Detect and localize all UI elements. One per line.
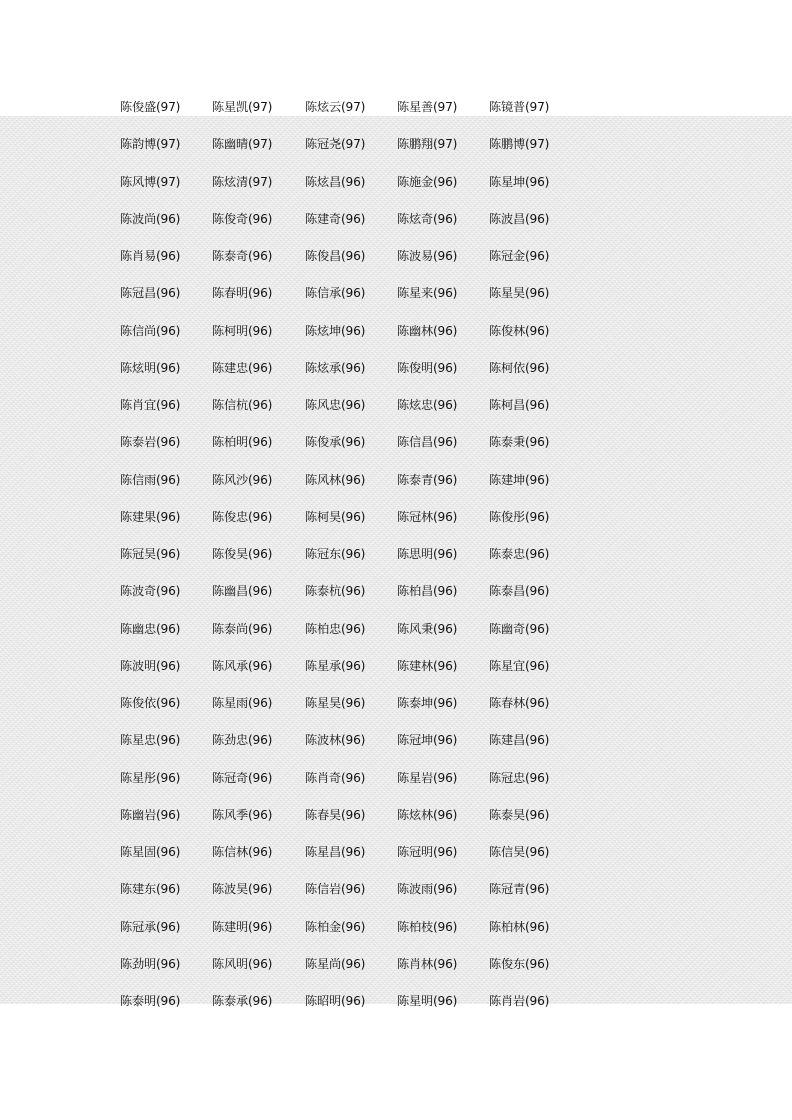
name-entry: 陈柏明(96)	[212, 435, 273, 450]
name-entry: 陈思明(96)	[397, 547, 458, 561]
name-entry: 陈星坤(96)	[489, 174, 550, 189]
name-entry: 陈肖宜(96)	[120, 398, 181, 412]
name-entry: 陈建忠(96)	[212, 360, 273, 375]
name-entry: 陈波雨(96)	[397, 882, 458, 897]
name-entry: 陈炫云(97)	[305, 100, 366, 114]
name-entry: 陈星彤(96)	[120, 770, 181, 785]
name-entry: 陈俊承(96)	[305, 435, 366, 450]
name-entry: 陈肖易(96)	[120, 249, 181, 263]
name-entry: 陈星昊(96)	[489, 286, 550, 301]
name-entry: 陈泰昌(96)	[489, 584, 550, 599]
name-entry: 陈俊奇(96)	[212, 211, 273, 226]
name-entry: 陈冠昊(96)	[120, 547, 181, 561]
name-entry: 陈建奇(96)	[305, 211, 366, 226]
name-entry: 陈春昊(96)	[305, 807, 366, 822]
name-entry: 陈炫坤(96)	[305, 323, 366, 338]
name-entry: 陈建东(96)	[120, 882, 181, 897]
name-entry: 陈俊依(96)	[120, 696, 181, 710]
name-entry: 陈星宜(96)	[489, 658, 550, 673]
name-entry: 陈信尚(96)	[120, 323, 181, 338]
name-entry: 陈俊昊(96)	[212, 547, 273, 561]
name-entry: 陈冠昌(96)	[120, 286, 181, 301]
name-entry: 陈泰奇(96)	[212, 249, 273, 263]
name-entry: 陈波昌(96)	[489, 211, 550, 226]
name-entry: 陈俊东(96)	[489, 956, 550, 971]
name-entry: 陈炫林(96)	[397, 807, 458, 822]
name-entry: 陈风博(97)	[120, 174, 181, 189]
name-entry: 陈信雨(96)	[120, 472, 181, 487]
name-entry: 陈幽昌(96)	[212, 584, 273, 599]
name-entry: 陈韵博(97)	[120, 137, 181, 152]
name-entry: 陈俊昌(96)	[305, 249, 366, 263]
name-entry: 陈镜普(97)	[489, 100, 550, 114]
name-entry: 陈冠金(96)	[489, 249, 550, 263]
name-entry: 陈波明(96)	[120, 658, 181, 673]
name-entry: 陈星忠(96)	[120, 733, 181, 748]
name-entry: 陈春林(96)	[489, 696, 550, 710]
name-entry: 陈炫忠(96)	[397, 398, 458, 412]
name-entry: 陈泰忠(96)	[489, 547, 550, 561]
name-entry: 陈柏金(96)	[305, 919, 366, 934]
name-entry: 陈鹏翔(97)	[397, 137, 458, 152]
name-entry: 陈信杭(96)	[212, 398, 273, 412]
name-entry: 陈泰杭(96)	[305, 584, 366, 599]
name-entry: 陈冠尧(97)	[305, 137, 366, 152]
name-entry: 陈柯昌(96)	[489, 398, 550, 412]
name-entry: 陈春明(96)	[212, 286, 273, 301]
name-entry: 陈俊明(96)	[397, 360, 458, 375]
name-entry: 陈炫明(96)	[120, 360, 181, 375]
name-entry: 陈俊彤(96)	[489, 509, 550, 524]
name-entry: 陈柏枝(96)	[397, 919, 458, 934]
name-entry: 陈建果(96)	[120, 509, 181, 524]
name-entry: 陈幽奇(96)	[489, 621, 550, 636]
name-entry: 陈泰承(96)	[212, 994, 273, 1008]
name-entry: 陈星承(96)	[305, 658, 366, 673]
name-entry: 陈星明(96)	[397, 994, 458, 1008]
name-entry: 陈信昊(96)	[489, 845, 550, 859]
name-entry: 陈星昊(96)	[305, 696, 366, 710]
name-entry: 陈泰昊(96)	[489, 807, 550, 822]
name-entry: 陈星来(96)	[397, 286, 458, 301]
name-entry: 陈波奇(96)	[120, 584, 181, 599]
name-entry: 陈昭明(96)	[305, 994, 366, 1008]
name-entry: 陈建林(96)	[397, 658, 458, 673]
name-entry: 陈星善(97)	[397, 100, 458, 114]
name-entry: 陈泰秉(96)	[489, 435, 550, 450]
name-entry: 陈炫清(97)	[212, 174, 273, 189]
name-entry: 陈幽林(96)	[397, 323, 458, 338]
name-entry: 陈风明(96)	[212, 956, 273, 971]
name-entry: 陈劲忠(96)	[212, 733, 273, 748]
name-entry: 陈冠忠(96)	[489, 770, 550, 785]
name-entry: 陈冠青(96)	[489, 882, 550, 897]
name-entry: 陈星雨(96)	[212, 696, 273, 710]
name-entry: 陈波昊(96)	[212, 882, 273, 897]
name-entry: 陈星尚(96)	[305, 956, 366, 971]
name-entry: 陈幽岩(96)	[120, 807, 181, 822]
name-entry: 陈冠坤(96)	[397, 733, 458, 748]
name-entry: 陈俊林(96)	[489, 323, 550, 338]
name-entry: 陈星岩(96)	[397, 770, 458, 785]
name-entry: 陈柯明(96)	[212, 323, 273, 338]
name-entry: 陈炫奇(96)	[397, 211, 458, 226]
name-entry: 陈冠林(96)	[397, 509, 458, 524]
name-entry: 陈冠奇(96)	[212, 770, 273, 785]
name-entry: 陈俊忠(96)	[212, 509, 273, 524]
name-entry: 陈冠承(96)	[120, 919, 181, 934]
name-entry: 陈肖岩(96)	[489, 994, 550, 1008]
name-entry: 陈波易(96)	[397, 249, 458, 263]
name-entry: 陈星凯(97)	[212, 100, 273, 114]
name-entry: 陈劲明(96)	[120, 956, 181, 971]
name-entry: 陈炫昌(96)	[305, 174, 366, 189]
name-entry: 陈俊盛(97)	[120, 100, 181, 114]
name-entry: 陈柏昌(96)	[397, 584, 458, 599]
name-entry: 陈信昌(96)	[397, 435, 458, 450]
name-entry: 陈柏林(96)	[489, 919, 550, 934]
name-entry: 陈风林(96)	[305, 472, 366, 487]
name-entry: 陈幽忠(96)	[120, 621, 181, 636]
name-entry: 陈肖奇(96)	[305, 770, 366, 785]
name-entry: 陈泰尚(96)	[212, 621, 273, 636]
name-entry: 陈风沙(96)	[212, 472, 273, 487]
name-entry: 陈波林(96)	[305, 733, 366, 748]
name-entry: 陈信承(96)	[305, 286, 366, 301]
name-entry: 陈柯依(96)	[489, 360, 550, 375]
name-entry: 陈泰明(96)	[120, 994, 181, 1008]
name-entry: 陈信岩(96)	[305, 882, 366, 897]
name-grid	[120, 98, 600, 1029]
name-entry: 陈风秉(96)	[397, 621, 458, 636]
name-entry: 陈冠明(96)	[397, 845, 458, 859]
name-entry: 陈星固(96)	[120, 845, 181, 859]
name-entry: 陈施金(96)	[397, 174, 458, 189]
name-entry: 陈泰青(96)	[397, 472, 458, 487]
name-entry: 陈波尚(96)	[120, 211, 181, 226]
name-entry: 陈冠东(96)	[305, 547, 366, 561]
name-entry: 陈肖林(96)	[397, 956, 458, 971]
name-entry: 陈建明(96)	[212, 919, 273, 934]
name-entry: 陈柯昊(96)	[305, 509, 366, 524]
name-entry: 陈炫承(96)	[305, 360, 366, 375]
name-entry: 陈风忠(96)	[305, 398, 366, 412]
name-entry: 陈星昌(96)	[305, 845, 366, 859]
name-entry: 陈鹏博(97)	[489, 137, 550, 152]
name-entry: 陈信林(96)	[212, 845, 273, 859]
name-entry: 陈泰坤(96)	[397, 696, 458, 710]
name-entry: 陈建坤(96)	[489, 472, 550, 487]
name-entry: 陈风承(96)	[212, 658, 273, 673]
name-entry: 陈风季(96)	[212, 807, 273, 822]
name-entry: 陈泰岩(96)	[120, 435, 181, 450]
name-entry: 陈幽晴(97)	[212, 137, 273, 152]
name-entry: 陈建昌(96)	[489, 733, 550, 748]
name-entry: 陈柏忠(96)	[305, 621, 366, 636]
